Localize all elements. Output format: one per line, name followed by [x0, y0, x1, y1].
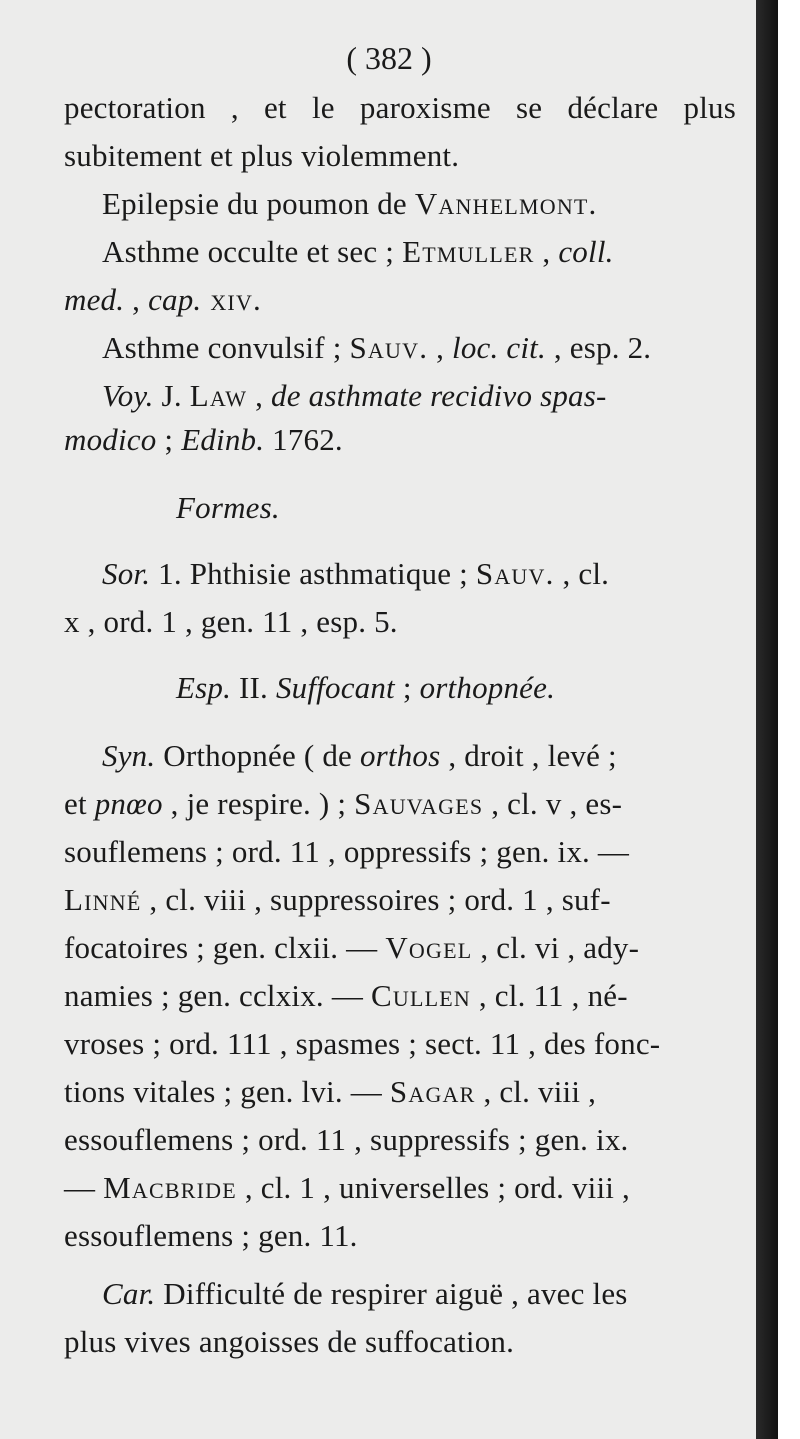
- text-line: [102, 378, 607, 414]
- text-line: [64, 1218, 358, 1254]
- italic-text: Car.: [102, 1276, 156, 1311]
- text-line: [64, 1170, 630, 1206]
- text-line: [64, 978, 628, 1014]
- line-text: Orthopnée ( de: [155, 738, 360, 773]
- author-name: Sauv.: [349, 330, 429, 365]
- text-line: [64, 1026, 660, 1062]
- heading-text: orthopnée.: [419, 670, 556, 705]
- line-text: , cl. v , es-: [483, 786, 623, 821]
- heading-text: II.: [231, 670, 276, 705]
- line-text: 1762.: [264, 422, 343, 457]
- line-text: ,: [124, 282, 149, 317]
- text-line: [64, 1074, 596, 1110]
- page-edge-shadow: [756, 0, 778, 1439]
- italic-text: Voy.: [102, 378, 154, 413]
- text-line: [64, 604, 398, 640]
- line-text: focatoires ; gen. clxii. —: [64, 930, 386, 965]
- text-line: [64, 786, 622, 822]
- line-text: 1. Phthisie asthmatique ;: [150, 556, 476, 591]
- text-line: [64, 882, 611, 918]
- author-name: Vogel: [385, 930, 473, 965]
- text-line: [102, 330, 651, 366]
- line-text: , droit , levé ;: [440, 738, 617, 773]
- heading-text: ;: [394, 670, 420, 705]
- italic-text: Syn.: [102, 738, 156, 773]
- author-name: Sauv.: [475, 556, 555, 591]
- author-name: Etmuller: [402, 234, 535, 269]
- line-text: et: [64, 786, 95, 821]
- text-line: [64, 834, 629, 870]
- italic-text: loc. cit.: [452, 330, 546, 365]
- roman-numeral: xiv.: [201, 282, 262, 317]
- line-text: pectoration , et le paroxisme se déclare plus: [64, 90, 736, 125]
- line-text: x , ord. 1 , gen. 11 , esp. 5.: [64, 604, 398, 639]
- author-name: Macbride: [103, 1170, 237, 1205]
- text-line: [64, 422, 343, 458]
- line-text: essouflemens ; gen. 11.: [64, 1218, 358, 1253]
- line-text: ,: [534, 234, 559, 269]
- line-text: Difficulté de respirer aiguë , avec les: [155, 1276, 628, 1311]
- line-text: , cl. viii , suppressoires ; ord. 1 , suf-: [141, 882, 611, 917]
- author-name: Sagar: [389, 1074, 476, 1109]
- italic-text: pnœo: [94, 786, 163, 821]
- line-text: , cl. vi , ady-: [472, 930, 640, 965]
- line-text: , cl. viii ,: [475, 1074, 597, 1109]
- italic-text: Sor.: [102, 556, 151, 591]
- line-text: , cl. 11 , né-: [470, 978, 628, 1013]
- line-text: J.: [153, 378, 190, 413]
- line-text: essouflemens ; ord. 11 , suppressifs ; gen. ix.: [64, 1122, 629, 1157]
- italic-text: modico: [64, 422, 157, 457]
- italic-text: coll.: [558, 234, 614, 269]
- text-line: [64, 138, 459, 174]
- line-text: Asthme convulsif ;: [102, 330, 350, 365]
- author-name: Sauvages: [354, 786, 484, 821]
- line-text: ;: [156, 422, 182, 457]
- text-line: [64, 1122, 628, 1158]
- line-text: Asthme occulte et sec ;: [102, 234, 403, 269]
- line-text: tions vitales ; gen. lvi. —: [64, 1074, 390, 1109]
- text-line: [102, 234, 614, 270]
- line-text: souflemens ; ord. 11 , oppressifs ; gen. ix. —: [64, 834, 630, 869]
- line-text: ,: [428, 330, 452, 365]
- text-line: [102, 556, 609, 592]
- text-line: [64, 930, 639, 966]
- line-text: —: [64, 1170, 104, 1205]
- author-name: Vanhelmont.: [414, 186, 598, 221]
- text-line: [64, 1324, 514, 1360]
- italic-text: cap.: [148, 282, 202, 317]
- italic-text: med.: [64, 282, 125, 317]
- italic-text: Edinb.: [181, 422, 265, 457]
- line-text: vroses ; ord. 111 , spasmes ; sect. 11 , des fonc-: [64, 1026, 661, 1061]
- section-heading: [176, 490, 280, 526]
- section-heading: [176, 670, 555, 706]
- text-line: [64, 282, 262, 318]
- text-line: [102, 1276, 628, 1312]
- author-name: Law: [189, 378, 248, 413]
- italic-text: orthos: [359, 738, 441, 773]
- author-name: Linné: [64, 882, 142, 917]
- text-line: [102, 186, 598, 222]
- author-name: Cullen: [370, 978, 471, 1013]
- line-text: Epilepsie du poumon de: [102, 186, 415, 221]
- heading-text: Formes.: [176, 490, 280, 525]
- line-text: plus vives angoisses de suffocation.: [64, 1324, 515, 1359]
- line-text: , cl. 1 , universelles ; ord. viii ,: [236, 1170, 631, 1205]
- line-text: , je respire. ) ;: [162, 786, 355, 821]
- heading-text: Suffocant: [275, 670, 395, 705]
- line-text: , cl.: [554, 556, 610, 591]
- text-line: [64, 90, 736, 126]
- heading-text: Esp.: [176, 670, 232, 705]
- text-line: [102, 738, 617, 774]
- line-text: , esp. 2.: [545, 330, 652, 365]
- page-number: ( 382 ): [346, 40, 432, 76]
- line-text: namies ; gen. cclxix. —: [64, 978, 371, 1013]
- line-text: ,: [247, 378, 272, 413]
- line-text: subitement et plus violemment.: [64, 138, 460, 173]
- italic-text: de asthmate recidivo spas-: [271, 378, 607, 413]
